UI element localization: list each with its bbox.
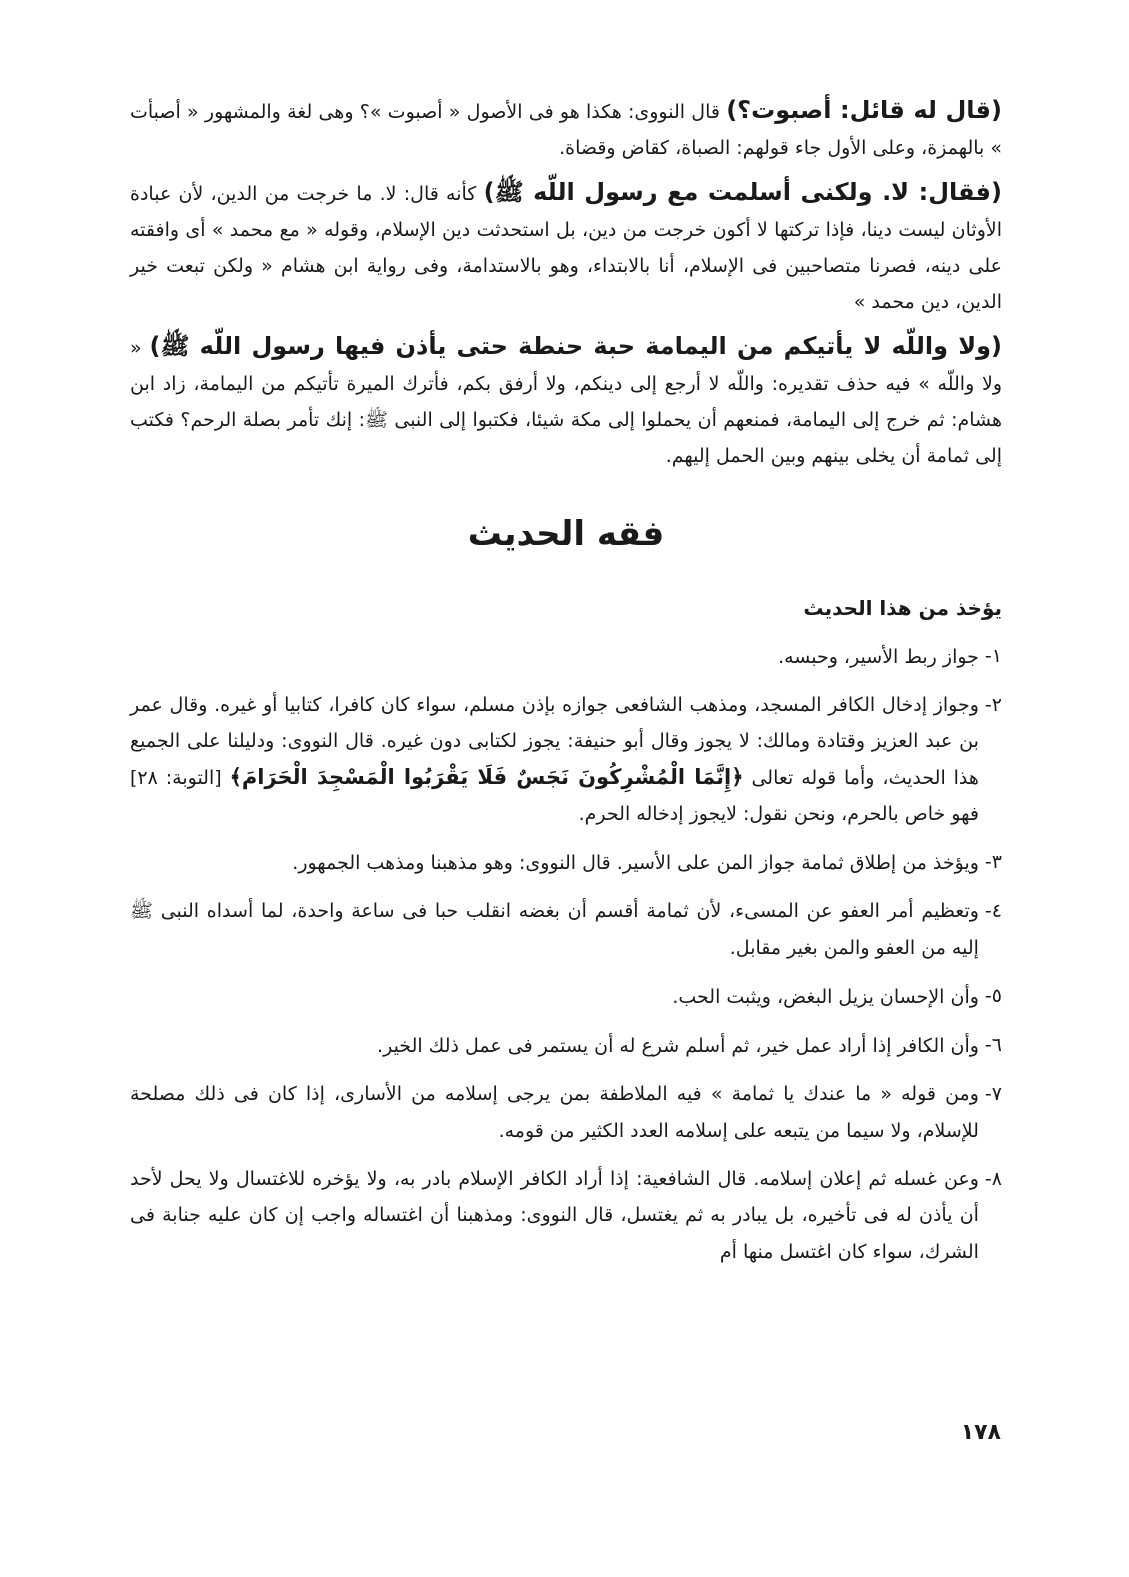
- quoted-phrase: (قال له قائل: أصبوت؟): [726, 96, 1002, 124]
- commentary-text: قال النووى: هكذا هو فى الأصول « أصبوت »؟ وهى لغة والمشهور « أصبأت » بالهمزة، وعلى الأول جاء قولهم: الصباة، كقاض وقضاة.: [130, 101, 1002, 159]
- item-text-main: وعن غسله ثم إعلان إسلامه. قال الشافعية: إذا أراد الكافر الإسلام بادر به، ولا يؤخره للاغتسال ولا يحل لأحد أن يأذن له فى تأخيره، بل يبادر به ثم يغتسل، قال النووى: ومذهبنا أن اغتساله واجب إن كان عليه جنابة فى الشرك، سواء كان اغتسل منها أم: [130, 1168, 979, 1263]
- page-number: ١٧٨: [960, 1420, 1001, 1445]
- list-item: [130, 978, 1002, 1015]
- item-text: [130, 638, 979, 675]
- item-text-tail: [التوبة: ٢٨] فهو خاص بالحرم، ونحن نقول: لايجوز إدخاله الحرم.: [130, 767, 979, 825]
- item-text: [130, 1076, 979, 1149]
- commentary-text: « ولا واللّه » فيه حذف تقديره: واللّه لا أرجع إلى دينكم، ولا أرفق بكم، فأترك الميرة تأتيكم من اليمامة، زاد ابن هشام: ثم خرج إلى اليمامة، فمنعهم أن يحملوا إلى مكة شيئا، فكتبوا إلى النبى ﷺ: إنك تأمر بصلة الرحم؟ فكتب إلى ثمامة أن يخلى بينهم وبين الحمل إليهم.: [130, 337, 1002, 467]
- list-item: [130, 638, 1002, 675]
- item-number: ٧-: [984, 1083, 1002, 1105]
- item-number: ٣-: [984, 851, 1002, 873]
- item-text: [130, 687, 979, 832]
- item-text-main: وتعظيم أمر العفو عن المسىء، لأن ثمامة أقسم أن بغضه انقلب حبا فى ساعة واحدة، لما أسداه النبى ﷺ إليه من العفو والمن بغير مقابل.: [130, 900, 979, 959]
- commentary-paragraph: [130, 328, 1002, 474]
- item-text: [130, 1027, 979, 1064]
- section-heading: فقه الحديث: [467, 514, 665, 554]
- list-item: [130, 1027, 1002, 1064]
- item-number: ٦-: [984, 1034, 1002, 1056]
- section-subheading: يؤخذ من هذا الحديث: [803, 596, 1002, 620]
- list-item: [130, 687, 1002, 832]
- item-text: [130, 1161, 979, 1270]
- item-text-main: جواز ربط الأسير، وحبسه.: [778, 646, 979, 668]
- item-number: ٢-: [984, 694, 1002, 716]
- item-text: [130, 893, 979, 966]
- item-text: [130, 844, 979, 881]
- commentary-paragraph: [130, 92, 1002, 166]
- list-item: [130, 893, 1002, 966]
- item-text-main: ومن قوله « ما عندك يا ثمامة » فيه الملاطفة بمن يرجى إسلامه من الأسارى، إذا كان فى ذلك مصلحة للإسلام، ولا سيما من يتبعه على إسلامه العدد الكثير من قومه.: [130, 1083, 979, 1142]
- quoted-phrase: (فقال: لا. ولكنى أسلمت مع رسول اللّه ﷺ): [483, 178, 1002, 206]
- page-body: [130, 92, 1002, 1282]
- item-text-main: وأن الكافر إذا أراد عمل خير، ثم أسلم شرع له أن يستمر فى عمل ذلك الخير.: [377, 1035, 979, 1057]
- item-text-main: ويؤخذ من إطلاق ثمامة جواز المن على الأسير. قال النووى: وهو مذهبنا ومذهب الجمهور.: [292, 852, 979, 874]
- list-item: [130, 844, 1002, 881]
- commentary-text: كأنه قال: لا. ما خرجت من الدين، لأن عبادة الأوثان ليست دينا، فإذا تركتها لا أكون خرجت من دين، بل استحدثت دين الإسلام، وقوله « مع محمد » أى وافقته على دينه، فصرنا متصاحبين فى الإسلام، أنا بالابتداء، وهو بالاستدامة، وفى رواية ابن هشام « ولكن تبعت خير الدين، دين محمد »: [130, 183, 1002, 313]
- item-text: [130, 978, 979, 1015]
- list-item: [130, 1076, 1002, 1149]
- list-item: [130, 1161, 1002, 1270]
- item-number: ٤-: [984, 900, 1002, 922]
- item-number: ٨-: [984, 1168, 1002, 1190]
- item-text-main: وأن الإحسان يزيل البغض، ويثبت الحب.: [672, 986, 979, 1008]
- item-text-main: وجواز إدخال الكافر المسجد، ومذهب الشافعى جوازه بإذن مسلم، سواء كان كافرا، كتابيا أو غيره. وقال عمر بن عبد العزيز وقتادة ومالك: لا يجوز وقال أبو حنيفة: يجوز لكتابى دون غيره. قال النووى: ودليلنا على الجميع هذا الحديث، وأما قوله تعالى: [130, 694, 979, 789]
- item-number: ٥-: [984, 985, 1002, 1007]
- item-quran-quote: ﴿إِنَّمَا الْمُشْرِكُونَ نَجَسٌ فَلَا يَقْرَبُوا الْمَسْجِدَ الْحَرَامَ﴾: [229, 765, 744, 789]
- item-number: ١-: [984, 645, 1002, 667]
- commentary-paragraph: [130, 174, 1002, 320]
- quoted-phrase: (ولا واللّه لا يأتيكم من اليمامة حبة حنطة حتى يأذن فيها رسول اللّه ﷺ): [149, 332, 1002, 360]
